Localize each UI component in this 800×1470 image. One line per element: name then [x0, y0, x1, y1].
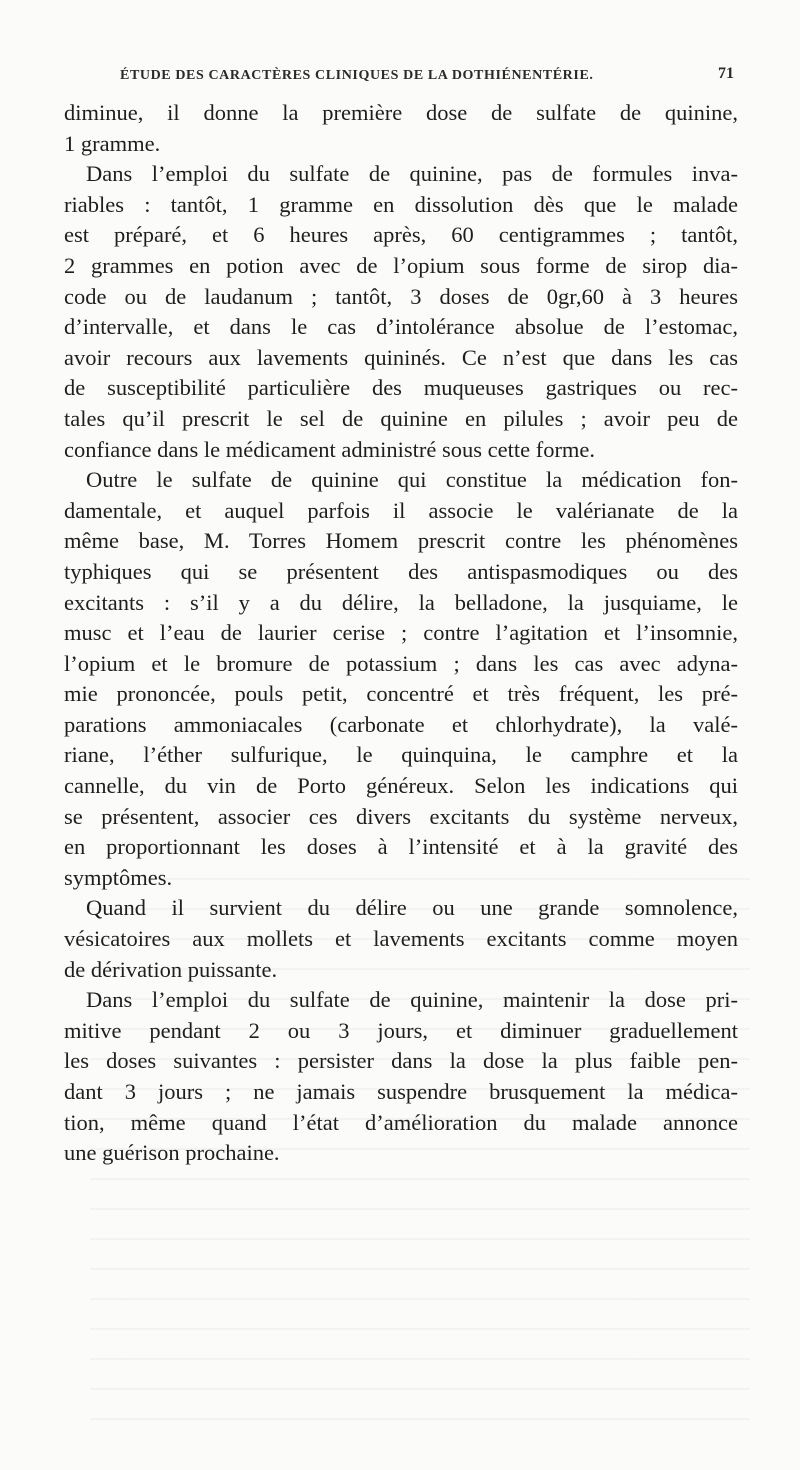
text-line: parations ammoniacales (carbonate et chlorhydrate), la valé- [64, 711, 738, 737]
text-line: mitive pendant 2 ou 3 jours, et diminuer graduellement [64, 1017, 738, 1043]
text-line: riables : tantôt, 1 gramme en dissolution dès que le malade [64, 191, 738, 217]
text-line: 2 grammes en potion avec de l’opium sous forme de sirop dia- [64, 252, 738, 278]
text-line: d’intervalle, et dans le cas d’intolérance absolue de l’estomac, [64, 314, 738, 340]
text-line: une guérison prochaine. [64, 1140, 280, 1166]
text-line: musc et l’eau de laurier cerise ; contre l’agitation et l’insomnie, [64, 620, 738, 646]
show-through-texture [90, 860, 750, 1420]
text-line: en proportionnant les doses à l’intensité et à la gravité des [64, 834, 738, 860]
text-line: se présentent, associer ces divers excitants du système nerveux, [64, 803, 738, 829]
text-line: les doses suivantes : persister dans la dose la plus faible pen- [64, 1048, 738, 1074]
text-line: 1 gramme. [64, 130, 161, 156]
text-line: tion, même quand l’état d’amélioration du malade annonce [64, 1109, 738, 1135]
text-line: vésicatoires aux mollets et lavements excitants comme moyen [64, 926, 738, 952]
text-line: Outre le sulfate de quinine qui constitue la médication fon- [86, 467, 738, 493]
text-line: damentale, et auquel parfois il associe le valérianate de la [64, 497, 738, 523]
text-line: code ou de laudanum ; tantôt, 3 doses de 0gr,60 à 3 heures [64, 283, 738, 309]
text-line: symptômes. [64, 864, 173, 890]
text-line: est préparé, et 6 heures après, 60 centigrammes ; tantôt, [64, 222, 738, 248]
text-line: de dérivation puissante. [64, 956, 278, 982]
text-line: cannelle, du vin de Porto généreux. Selon les indications qui [64, 773, 738, 799]
running-head: ÉTUDE DES CARACTÈRES CLINIQUES DE LA DOTHIÉNENTÉRIE. [120, 68, 594, 83]
text-line: riane, l’éther sulfurique, le quinquina, le camphre et la [64, 742, 738, 768]
text-line: même base, M. Torres Homem prescrit contre les phénomènes [64, 528, 738, 554]
text-line: mie prononcée, pouls petit, concentré et très fréquent, les pré- [64, 681, 738, 707]
text-line: Dans l’emploi du sulfate de quinine, maintenir la dose pri- [86, 987, 738, 1013]
text-line: de susceptibilité particulière des muqueuses gastriques ou rec- [64, 375, 738, 401]
text-line: tales qu’il prescrit le sel de quinine en pilules ; avoir peu de [64, 405, 738, 431]
text-line: avoir recours aux lavements quininés. Ce n’est que dans les cas [64, 344, 738, 370]
text-line: dant 3 jours ; ne jamais suspendre brusquement la médica- [64, 1079, 738, 1104]
text-line: typhiques qui se présentent des antispasmodiques ou des [64, 558, 738, 584]
text-line: diminue, il donne la première dose de sulfate de quinine, [64, 100, 738, 125]
text-line: Quand il survient du délire ou une grande somnolence, [86, 895, 738, 921]
page-number: 71 [718, 65, 734, 82]
text-line: l’opium et le bromure de potassium ; dans les cas avec adyna- [64, 650, 738, 676]
text-line: confiance dans le médicament administré sous cette forme. [64, 436, 596, 462]
text-line: excitants : s’il y a du délire, la belladone, la jusquiame, le [64, 589, 738, 615]
text-line: Dans l’emploi du sulfate de quinine, pas de formules inva- [86, 161, 738, 187]
